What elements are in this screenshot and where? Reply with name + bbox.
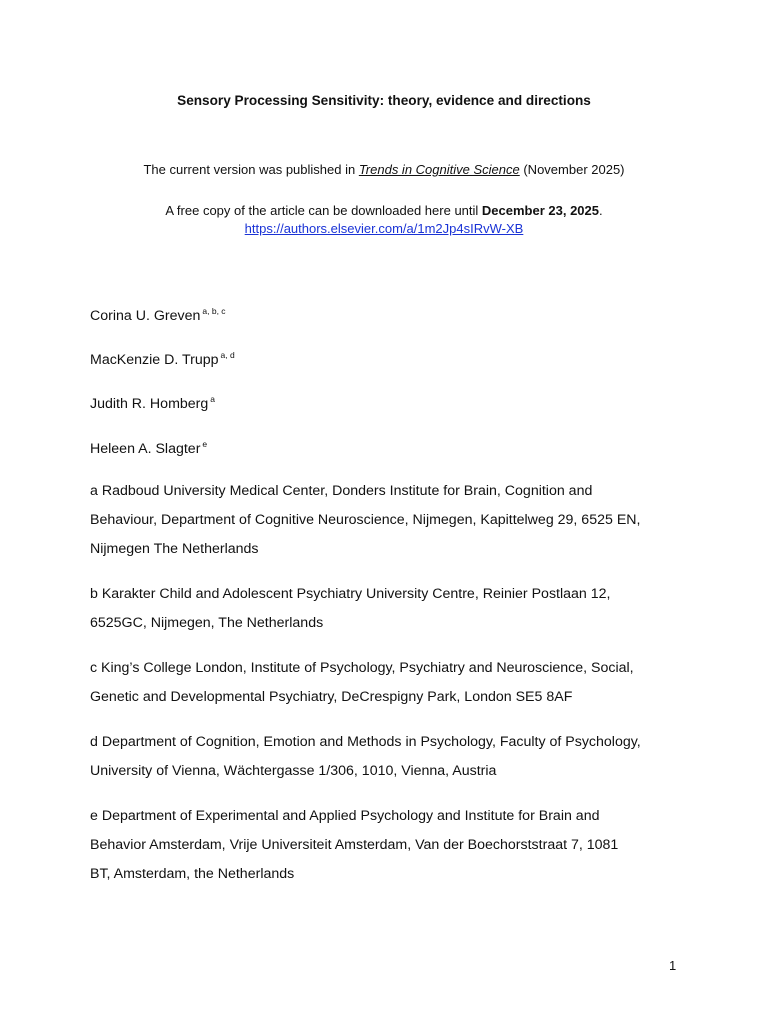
affiliation-line: 6525GC, Nijmegen, The Netherlands — [90, 615, 324, 631]
affiliation-d — [90, 728, 690, 786]
affiliation-line: University of Vienna, Wächtergasse 1/306, 1010, Vienna, Austria — [90, 763, 497, 779]
affiliation-line: Behaviour, Department of Cognitive Neuroscience, Nijmegen, Kapittelweg 29, 6525 EN, — [90, 512, 641, 528]
paper-title: Sensory Processing Sensitivity: theory, evidence and directions — [177, 93, 591, 108]
affiliation-line: e Department of Experimental and Applied Psychology and Institute for Brain and — [90, 808, 600, 824]
affiliation-line: Genetic and Developmental Psychiatry, DeCrespigny Park, London SE5 8AF — [90, 689, 573, 705]
author-affiliation-marks: e — [202, 439, 208, 449]
author-name: Corina U. Greven — [90, 308, 201, 324]
free-copy-note — [0, 203, 768, 218]
affiliation-line: d Department of Cognition, Emotion and Methods in Psychology, Faculty of Psychology, — [90, 734, 641, 750]
free-copy-end: . — [599, 203, 603, 218]
affiliation-line: b Karakter Child and Adolescent Psychiatry University Centre, Reinier Postlaan 12, — [90, 586, 611, 602]
page-number: 1 — [669, 958, 677, 973]
affiliation-line: Nijmegen The Netherlands — [90, 541, 259, 557]
affiliation-line: c King’s College London, Institute of Psychology, Psychiatry and Neuroscience, Social, — [90, 660, 634, 676]
author-2 — [90, 350, 235, 368]
publication-suffix: (November 2025) — [519, 162, 625, 177]
author-affiliation-marks: a, b, c — [202, 306, 226, 316]
affiliation-b — [90, 580, 690, 638]
author-name: Judith R. Homberg — [90, 396, 209, 412]
affiliation-line: BT, Amsterdam, the Netherlands — [90, 866, 295, 882]
author-name: Heleen A. Slagter — [90, 441, 201, 457]
free-copy-link-line — [0, 221, 768, 236]
journal-link[interactable]: Trends in Cognitive Science — [358, 162, 520, 177]
author-name: MacKenzie D. Trupp — [90, 352, 219, 368]
download-link[interactable]: https://authors.elsevier.com/a/1m2Jp4sIRvW-XB — [244, 221, 524, 236]
affiliation-c — [90, 654, 690, 712]
affiliation-a — [90, 477, 690, 564]
author-1 — [90, 306, 226, 324]
author-3 — [90, 394, 215, 412]
free-copy-text: A free copy of the article can be downloaded here until — [165, 203, 482, 218]
publication-note — [0, 162, 768, 177]
affiliation-line: a Radboud University Medical Center, Donders Institute for Brain, Cognition and — [90, 483, 593, 499]
affiliation-e — [90, 802, 690, 889]
author-affiliation-marks: a — [210, 394, 216, 404]
publication-prefix: The current version was published in — [143, 162, 359, 177]
free-copy-date: December 23, 2025 — [481, 203, 599, 218]
author-affiliation-marks: a, d — [220, 350, 235, 360]
affiliation-line: Behavior Amsterdam, Vrije Universiteit Amsterdam, Van der Boechorststraat 7, 1081 — [90, 837, 619, 853]
author-4 — [90, 439, 207, 457]
